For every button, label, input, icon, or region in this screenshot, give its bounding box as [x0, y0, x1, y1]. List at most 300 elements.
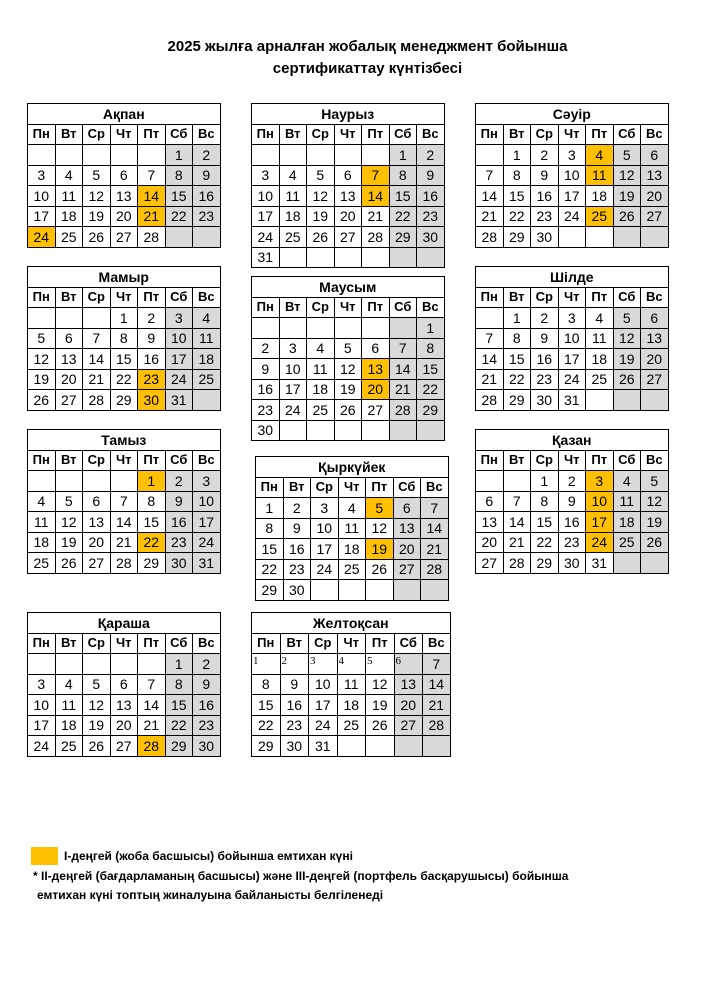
- day-cell: 5: [83, 674, 111, 695]
- day-cell: 4: [193, 308, 221, 329]
- day-cell: 1: [531, 471, 559, 492]
- day-cell: 29: [531, 553, 559, 574]
- day-cell: 28: [421, 559, 449, 580]
- day-cell: 13: [362, 359, 390, 380]
- day-cell: 6: [641, 145, 669, 166]
- day-cell: 12: [366, 674, 395, 695]
- day-cell: 15: [417, 359, 445, 380]
- day-cell: 26: [613, 206, 641, 227]
- day-cell: 6: [362, 338, 390, 359]
- empty-cell: [28, 471, 56, 492]
- day-cell: 30: [252, 420, 280, 441]
- day-cell: 11: [613, 491, 641, 512]
- day-cell: 20: [83, 532, 111, 553]
- day-cell: 13: [83, 512, 111, 533]
- day-cell: 27: [83, 553, 111, 574]
- day-cell: 12: [613, 165, 641, 186]
- weekday-header: Сб: [389, 124, 417, 145]
- day-cell: 21: [83, 369, 111, 390]
- day-cell: 31: [309, 736, 338, 757]
- note-line-2: емтихан күні топтың жиналуына байланысты белгіленеді: [37, 888, 384, 902]
- empty-cell: [337, 736, 366, 757]
- day-cell: 10: [28, 186, 56, 207]
- day-cell: 2: [252, 338, 280, 359]
- day-cell: 19: [55, 532, 83, 553]
- day-cell: 5: [613, 308, 641, 329]
- day-cell: 5: [334, 338, 362, 359]
- day-cell: 26: [28, 390, 56, 411]
- day-cell: 8: [165, 165, 193, 186]
- empty-cell: [334, 145, 362, 166]
- day-cell: 22: [417, 379, 445, 400]
- month-name: Сәуір: [476, 104, 669, 125]
- day-cell: 5: [55, 491, 83, 512]
- day-cell: 2: [165, 471, 193, 492]
- day-cell: 16: [252, 379, 280, 400]
- empty-cell: [83, 654, 111, 675]
- day-cell: 30: [165, 553, 193, 574]
- day-cell: 25: [337, 715, 366, 736]
- exam-day-legend-label: І-деңгей (жоба басшысы) бойынша емтихан күні: [64, 849, 353, 863]
- day-cell: 22: [531, 532, 559, 553]
- day-cell: 1: [165, 654, 193, 675]
- empty-cell: [476, 145, 504, 166]
- empty-cell: [366, 580, 394, 601]
- day-cell: 21: [138, 715, 166, 736]
- day-cell: 30: [193, 736, 221, 757]
- day-cell: 24: [193, 532, 221, 553]
- day-cell: 21: [423, 695, 451, 716]
- month-name: Қараша: [28, 613, 221, 634]
- day-cell: 13: [334, 186, 362, 207]
- day-cell: 14: [476, 186, 504, 207]
- day-cell: 20: [110, 206, 138, 227]
- day-cell: 31: [586, 553, 614, 574]
- day-cell: 24: [558, 206, 586, 227]
- day-cell: 3: [558, 145, 586, 166]
- weekday-header: Чт: [110, 633, 138, 654]
- weekday-header: Вт: [503, 124, 531, 145]
- day-cell: 2: [531, 308, 559, 329]
- day-cell: 21: [421, 539, 449, 560]
- day-cell: 4: [28, 491, 56, 512]
- day-cell: 14: [83, 349, 111, 370]
- day-cell: 17: [28, 206, 56, 227]
- empty-cell: [83, 471, 111, 492]
- empty-cell: [503, 471, 531, 492]
- weekday-header: Пн: [476, 124, 504, 145]
- day-cell: 20: [334, 206, 362, 227]
- day-cell: 10: [165, 328, 193, 349]
- empty-cell: [83, 308, 111, 329]
- day-cell: 27: [641, 206, 669, 227]
- day-cell: 14: [389, 359, 417, 380]
- day-cell: 17: [311, 539, 339, 560]
- month-name: Желтоқсан: [252, 613, 451, 634]
- day-cell: 28: [476, 390, 504, 411]
- day-cell: 17: [252, 206, 280, 227]
- day-cell: 10: [279, 359, 307, 380]
- empty-cell: [307, 145, 335, 166]
- day-cell: 19: [641, 512, 669, 533]
- weekday-header: Пт: [586, 124, 614, 145]
- day-cell: 18: [55, 206, 83, 227]
- day-cell: 9: [283, 518, 311, 539]
- day-cell: 21: [138, 206, 166, 227]
- month-calendar: [251, 612, 451, 757]
- day-cell: 30: [280, 736, 309, 757]
- month-calendar: [27, 103, 221, 248]
- weekday-header: Сб: [165, 450, 193, 471]
- day-cell: 10: [586, 491, 614, 512]
- weekday-header: Вс: [417, 124, 445, 145]
- day-cell: 3: [193, 471, 221, 492]
- weekday-header: Вс: [193, 287, 221, 308]
- day-cell: 8: [252, 674, 281, 695]
- day-cell: 28: [503, 553, 531, 574]
- day-cell: 12: [366, 518, 394, 539]
- day-cell: 16: [283, 539, 311, 560]
- day-cell: 11: [55, 186, 83, 207]
- exam-day-legend-swatch: [31, 847, 58, 865]
- weekday-header: Вт: [55, 450, 83, 471]
- weekday-header: Чт: [110, 124, 138, 145]
- day-cell: 17: [558, 186, 586, 207]
- day-cell: 15: [256, 539, 284, 560]
- empty-cell: [307, 318, 335, 339]
- weekday-header: Пт: [366, 633, 395, 654]
- weekday-header: Пн: [252, 297, 280, 318]
- day-cell: 21: [476, 206, 504, 227]
- day-cell: 29: [138, 553, 166, 574]
- empty-cell: [417, 420, 445, 441]
- empty-cell: [307, 420, 335, 441]
- day-cell: 12: [55, 512, 83, 533]
- day-cell: 18: [586, 186, 614, 207]
- weekday-header: Вт: [55, 633, 83, 654]
- day-cell: 18: [55, 715, 83, 736]
- day-cell: 14: [138, 695, 166, 716]
- day-cell: 3: [558, 308, 586, 329]
- day-cell: 1: [252, 654, 281, 675]
- weekday-header: Вт: [279, 297, 307, 318]
- day-cell: 15: [389, 186, 417, 207]
- weekday-header: Сб: [165, 124, 193, 145]
- day-cell: 30: [417, 227, 445, 248]
- day-cell: 18: [28, 532, 56, 553]
- day-cell: 29: [389, 227, 417, 248]
- day-cell: 28: [423, 715, 451, 736]
- weekday-header: Чт: [110, 450, 138, 471]
- weekday-header: Вс: [423, 633, 451, 654]
- weekday-header: Вс: [641, 124, 669, 145]
- empty-cell: [586, 227, 614, 248]
- day-cell: 10: [309, 674, 338, 695]
- weekday-header: Ср: [531, 124, 559, 145]
- day-cell: 6: [476, 491, 504, 512]
- weekday-header: Сб: [613, 124, 641, 145]
- empty-cell: [586, 390, 614, 411]
- empty-cell: [389, 318, 417, 339]
- empty-cell: [110, 654, 138, 675]
- day-cell: 4: [613, 471, 641, 492]
- day-cell: 11: [338, 518, 366, 539]
- weekday-header: Ср: [307, 297, 335, 318]
- day-cell: 7: [389, 338, 417, 359]
- weekday-header: Пт: [362, 124, 390, 145]
- empty-cell: [55, 471, 83, 492]
- empty-cell: [138, 654, 166, 675]
- day-cell: 4: [338, 498, 366, 519]
- day-cell: 28: [362, 227, 390, 248]
- empty-cell: [193, 227, 221, 248]
- day-cell: 12: [613, 328, 641, 349]
- day-cell: 13: [641, 165, 669, 186]
- empty-cell: [334, 318, 362, 339]
- day-cell: 24: [28, 736, 56, 757]
- day-cell: 23: [283, 559, 311, 580]
- day-cell: 29: [252, 736, 281, 757]
- day-cell: 14: [110, 512, 138, 533]
- day-cell: 19: [83, 206, 111, 227]
- day-cell: 22: [256, 559, 284, 580]
- day-cell: 23: [417, 206, 445, 227]
- day-cell: 18: [586, 349, 614, 370]
- day-cell: 8: [503, 328, 531, 349]
- day-cell: 15: [165, 695, 193, 716]
- day-cell: 22: [110, 369, 138, 390]
- day-cell: 23: [252, 400, 280, 421]
- day-cell: 18: [338, 539, 366, 560]
- day-cell: 17: [586, 512, 614, 533]
- weekday-header: Сб: [165, 287, 193, 308]
- day-cell: 10: [252, 186, 280, 207]
- month-calendar: [475, 103, 669, 248]
- day-cell: 24: [279, 400, 307, 421]
- empty-cell: [393, 580, 421, 601]
- day-cell: 9: [193, 674, 221, 695]
- weekday-header: Вт: [55, 124, 83, 145]
- month-calendar: [255, 456, 449, 601]
- day-cell: 12: [28, 349, 56, 370]
- day-cell: 2: [558, 471, 586, 492]
- month-name: Маусым: [252, 277, 445, 298]
- weekday-header: Пн: [28, 124, 56, 145]
- weekday-header: Пн: [476, 450, 504, 471]
- day-cell: 5: [366, 498, 394, 519]
- empty-cell: [55, 654, 83, 675]
- empty-cell: [613, 227, 641, 248]
- day-cell: 20: [476, 532, 504, 553]
- day-cell: 23: [193, 206, 221, 227]
- day-cell: 22: [503, 206, 531, 227]
- day-cell: 27: [393, 559, 421, 580]
- day-cell: 13: [476, 512, 504, 533]
- day-cell: 27: [334, 227, 362, 248]
- empty-cell: [279, 318, 307, 339]
- day-cell: 1: [503, 308, 531, 329]
- day-cell: 3: [165, 308, 193, 329]
- day-cell: 24: [311, 559, 339, 580]
- empty-cell: [110, 471, 138, 492]
- day-cell: 14: [362, 186, 390, 207]
- day-cell: 7: [362, 165, 390, 186]
- weekday-header: Вт: [279, 124, 307, 145]
- day-cell: 6: [394, 654, 423, 675]
- day-cell: 2: [280, 654, 309, 675]
- empty-cell: [279, 420, 307, 441]
- empty-cell: [279, 247, 307, 268]
- day-cell: 2: [138, 308, 166, 329]
- day-cell: 9: [531, 165, 559, 186]
- day-cell: 12: [83, 186, 111, 207]
- weekday-header: Пн: [252, 124, 280, 145]
- day-cell: 15: [110, 349, 138, 370]
- day-cell: 3: [28, 674, 56, 695]
- empty-cell: [476, 471, 504, 492]
- month-calendar: [475, 429, 669, 574]
- day-cell: 31: [252, 247, 280, 268]
- empty-cell: [476, 308, 504, 329]
- day-cell: 1: [503, 145, 531, 166]
- weekday-header: Вс: [641, 287, 669, 308]
- empty-cell: [558, 227, 586, 248]
- day-cell: 28: [138, 736, 166, 757]
- month-name: Қазан: [476, 430, 669, 451]
- day-cell: 7: [110, 491, 138, 512]
- day-cell: 9: [165, 491, 193, 512]
- title-line-2: сертификаттау күнтізбесі: [272, 60, 463, 77]
- day-cell: 26: [83, 227, 111, 248]
- day-cell: 19: [613, 186, 641, 207]
- empty-cell: [28, 654, 56, 675]
- empty-cell: [307, 247, 335, 268]
- day-cell: 26: [55, 553, 83, 574]
- weekday-header: Пт: [138, 124, 166, 145]
- empty-cell: [28, 145, 56, 166]
- day-cell: 6: [641, 308, 669, 329]
- day-cell: 31: [165, 390, 193, 411]
- weekday-header: Сб: [393, 477, 421, 498]
- day-cell: 18: [279, 206, 307, 227]
- day-cell: 29: [256, 580, 284, 601]
- day-cell: 13: [110, 695, 138, 716]
- weekday-header: Ср: [83, 287, 111, 308]
- day-cell: 7: [476, 328, 504, 349]
- day-cell: 16: [280, 695, 309, 716]
- weekday-header: Пн: [28, 450, 56, 471]
- weekday-header: Ср: [309, 633, 338, 654]
- empty-cell: [421, 580, 449, 601]
- day-cell: 7: [476, 165, 504, 186]
- day-cell: 19: [83, 715, 111, 736]
- day-cell: 25: [586, 369, 614, 390]
- day-cell: 20: [641, 349, 669, 370]
- day-cell: 27: [641, 369, 669, 390]
- day-cell: 28: [389, 400, 417, 421]
- day-cell: 16: [138, 349, 166, 370]
- day-cell: 3: [252, 165, 280, 186]
- day-cell: 28: [110, 553, 138, 574]
- day-cell: 16: [531, 349, 559, 370]
- day-cell: 3: [309, 654, 338, 675]
- day-cell: 5: [366, 654, 395, 675]
- day-cell: 17: [279, 379, 307, 400]
- month-name: Шілде: [476, 267, 669, 288]
- empty-cell: [641, 227, 669, 248]
- day-cell: 11: [307, 359, 335, 380]
- weekday-header: Ср: [311, 477, 339, 498]
- weekday-header: Пн: [28, 287, 56, 308]
- day-cell: 29: [110, 390, 138, 411]
- day-cell: 11: [279, 186, 307, 207]
- day-cell: 6: [83, 491, 111, 512]
- day-cell: 8: [110, 328, 138, 349]
- weekday-header: Пт: [138, 287, 166, 308]
- weekday-header: Чт: [558, 450, 586, 471]
- day-cell: 26: [641, 532, 669, 553]
- weekday-header: Пт: [586, 450, 614, 471]
- empty-cell: [641, 390, 669, 411]
- weekday-header: Вт: [280, 633, 309, 654]
- day-cell: 3: [586, 471, 614, 492]
- weekday-header: Вт: [283, 477, 311, 498]
- day-cell: 13: [641, 328, 669, 349]
- empty-cell: [28, 308, 56, 329]
- day-cell: 30: [531, 227, 559, 248]
- day-cell: 9: [417, 165, 445, 186]
- empty-cell: [362, 145, 390, 166]
- day-cell: 4: [337, 654, 366, 675]
- empty-cell: [138, 145, 166, 166]
- weekday-header: Чт: [334, 297, 362, 318]
- empty-cell: [613, 390, 641, 411]
- day-cell: 14: [138, 186, 166, 207]
- day-cell: 11: [193, 328, 221, 349]
- empty-cell: [417, 247, 445, 268]
- weekday-header: Ср: [307, 124, 335, 145]
- day-cell: 24: [252, 227, 280, 248]
- empty-cell: [55, 308, 83, 329]
- day-cell: 3: [28, 165, 56, 186]
- day-cell: 17: [165, 349, 193, 370]
- day-cell: 17: [558, 349, 586, 370]
- day-cell: 26: [334, 400, 362, 421]
- day-cell: 2: [531, 145, 559, 166]
- day-cell: 15: [503, 349, 531, 370]
- day-cell: 28: [138, 227, 166, 248]
- day-cell: 6: [110, 674, 138, 695]
- day-cell: 14: [503, 512, 531, 533]
- day-cell: 19: [366, 539, 394, 560]
- day-cell: 31: [193, 553, 221, 574]
- day-cell: 8: [389, 165, 417, 186]
- day-cell: 14: [423, 674, 451, 695]
- empty-cell: [252, 318, 280, 339]
- day-cell: 16: [417, 186, 445, 207]
- empty-cell: [193, 390, 221, 411]
- day-cell: 1: [165, 145, 193, 166]
- day-cell: 8: [417, 338, 445, 359]
- empty-cell: [423, 736, 451, 757]
- day-cell: 3: [311, 498, 339, 519]
- day-cell: 21: [389, 379, 417, 400]
- weekday-header: Вт: [503, 450, 531, 471]
- day-cell: 25: [613, 532, 641, 553]
- day-cell: 18: [193, 349, 221, 370]
- day-cell: 7: [138, 674, 166, 695]
- weekday-header: Сб: [165, 633, 193, 654]
